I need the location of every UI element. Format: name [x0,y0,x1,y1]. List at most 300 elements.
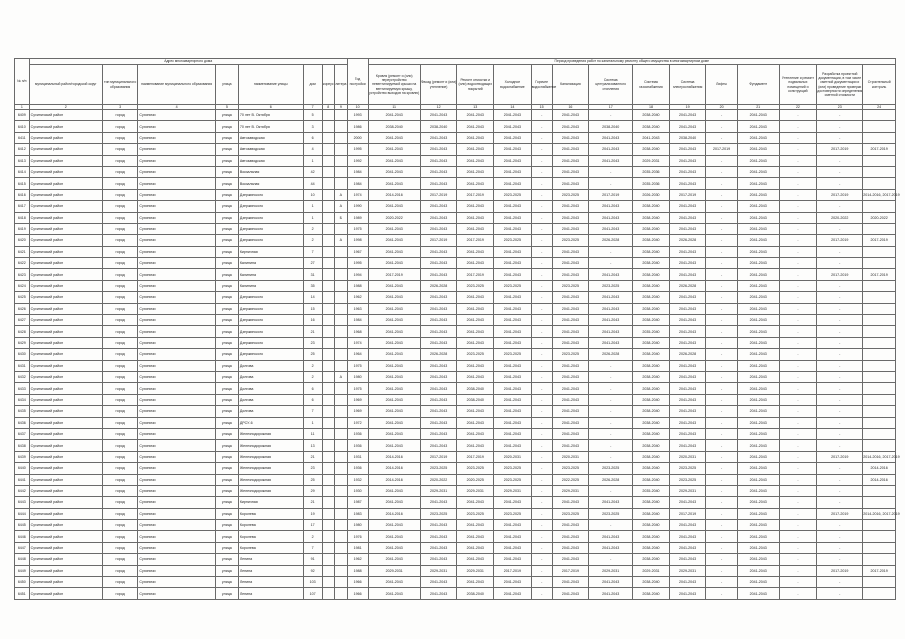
table-cell: 2041-2043 [420,166,457,177]
table-cell: улица [215,189,238,200]
table-cell [335,508,348,519]
table-cell: 2020-2022 [420,474,457,485]
table-cell: 2041-2043 [494,554,532,565]
table-cell: улица [215,497,238,508]
table-cell: 2041-2043 [368,497,420,508]
table-cell: Сухиничский район [29,337,102,348]
table-row [15,337,896,348]
table-cell [863,280,896,291]
table-cell: 2038-2040 [633,144,670,155]
table-cell: - [706,542,737,553]
table-cell: 1963 [347,303,368,314]
table-cell: - [531,417,552,428]
table-cell: улица [215,337,238,348]
table-cell: улица [215,223,238,234]
table-cell: город [102,326,138,337]
table-cell: Сухиничский район [29,565,102,576]
table-cell: 2038-2040 [633,383,670,394]
table-cell [335,485,348,496]
table-cell: 2041-2043 [737,531,779,542]
table-cell: 2041-2043 [552,440,589,451]
table-cell: - [589,428,633,439]
table-cell: Сухиничи [138,371,215,382]
table-cell: 2041-2043 [669,212,706,223]
table-cell: Сухиничи [138,440,215,451]
table-cell: 2041-2043 [494,144,532,155]
table-cell [335,269,348,280]
table-cell: Сухиничский район [29,280,102,291]
col-index: 17 [589,105,633,110]
table-cell: Сухиничский район [29,258,102,269]
table-cell: 2041-2043 [669,144,706,155]
table-cell: 2041-2043 [457,155,494,166]
table-cell: Дзержинского [238,212,303,223]
table-cell [322,349,335,360]
table-cell [863,178,896,189]
table-cell: Сухиничи [138,144,215,155]
table-cell: - [531,212,552,223]
table-cell: - [706,508,737,519]
table-cell: 2017-2019 [669,508,706,519]
table-cell: - [589,258,633,269]
table-cell [335,440,348,451]
table-cell [322,258,335,269]
table-cell: 2041-2043 [589,223,633,234]
table-cell: - [817,326,863,337]
table-cell [322,394,335,405]
table-cell: 2041-2043 [368,132,420,143]
table-cell: - [531,258,552,269]
table-cell: 6428 [15,326,30,337]
table-cell [335,326,348,337]
table-cell: - [531,474,552,485]
table-cell: 70 лет В. Октября [238,110,303,121]
table-cell: - [706,280,737,291]
table-cell: 2041-2043 [737,121,779,132]
table-cell: 2041-2043 [589,326,633,337]
table-cell: 6421 [15,246,30,257]
col-index: 1 [15,105,30,110]
table-cell: 2023-2025 [552,189,589,200]
table-cell: 6444 [15,508,30,519]
col-index: 15 [531,105,552,110]
table-cell [322,212,335,223]
period-group-header: Период проведения работ по капитальному ремонту общего имущества в многоквартирном доме [368,59,895,65]
table-row [15,360,896,371]
table-cell: - [531,485,552,496]
table-cell: 2 [303,360,322,371]
table-cell: А [335,235,348,246]
table-cell [335,463,348,474]
table-cell: улица [215,417,238,428]
table-cell: 6442 [15,485,30,496]
table-cell: 2017-2019 [457,235,494,246]
table-cell: 2023-2025 [552,280,589,291]
table-cell: 2026-2028 [669,349,706,360]
table-cell: 2041-2043 [552,292,589,303]
table-cell: 2041-2043 [589,577,633,588]
table-cell: 2041-2043 [669,178,706,189]
table-cell: город [102,292,138,303]
table-cell: Дзержинского [238,326,303,337]
table-cell: Сухиничский район [29,212,102,223]
table-cell [322,132,335,143]
table-cell: 2041-2043 [669,337,706,348]
table-cell [335,406,348,417]
table-cell: 2029-2031 [669,565,706,576]
table-cell: 6418 [15,212,30,223]
table-cell: город [102,497,138,508]
table-cell [863,258,896,269]
table-cell: 2041-2043 [368,554,420,565]
table-cell: 2041-2043 [420,542,457,553]
table-cell: 2041-2043 [494,246,532,257]
table-cell: 2041-2043 [669,440,706,451]
table-cell: 2017-2019 [368,269,420,280]
table-cell: 2020-2022 [863,212,896,223]
table-cell: 1981 [347,542,368,553]
table-cell: - [531,121,552,132]
table-cell: - [817,463,863,474]
table-cell: 2041-2043 [552,315,589,326]
table-cell: - [779,485,817,496]
table-cell: 2041-2043 [420,315,457,326]
table-cell: 2041-2043 [457,554,494,565]
col-index: 12 [420,105,457,110]
table-cell: 2038-2040 [589,121,633,132]
table-cell: 2023-2025 [420,508,457,519]
table-cell: 6 [303,383,322,394]
table-cell: - [706,577,737,588]
col-index: 16 [552,105,589,110]
table-cell: улица [215,258,238,269]
table-cell: - [779,349,817,360]
table-cell: 6441 [15,474,30,485]
table-cell: 1980 [347,520,368,531]
table-cell: 2041-2043 [589,315,633,326]
table-cell: - [779,144,817,155]
table-cell: - [589,394,633,405]
table-cell: 2041-2043 [420,144,457,155]
table-cell: - [779,178,817,189]
table-cell: Сухиничский район [29,371,102,382]
table-cell: 2041-2043 [368,577,420,588]
table-cell: - [706,417,737,428]
table-cell: - [779,303,817,314]
table-cell: 2014-2016 [863,474,896,485]
table-cell: улица [215,110,238,121]
table-cell: 2041-2043 [494,315,532,326]
table-cell: 1995 [347,258,368,269]
table-cell [335,121,348,132]
table-cell: Сухиничи [138,246,215,257]
table-cell: 1 [303,212,322,223]
table-cell: - [531,383,552,394]
col-index: 24 [863,105,896,110]
table-cell: улица [215,178,238,189]
col-index: 23 [817,105,863,110]
table-cell: 2041-2043 [494,406,532,417]
table-cell: 2041-2043 [457,132,494,143]
table-cell: 92 [303,565,322,576]
table-cell: 2038-2040 [633,258,670,269]
table-cell: 2017-2019 [863,144,896,155]
col-header: Год постройки [347,59,368,105]
table-cell [863,166,896,177]
table-cell: улица [215,542,238,553]
table-cell [322,451,335,462]
table-cell: 107 [303,588,322,599]
table-cell: 2041-2043 [737,132,779,143]
table-cell: - [706,337,737,348]
table-cell: город [102,508,138,519]
table-cell: 2041-2043 [494,497,532,508]
table-cell: 2041-2043 [457,246,494,257]
table-cell: 2014-2016 [368,463,420,474]
table-cell: улица [215,554,238,565]
table-cell: 2038-2040 [457,588,494,599]
table-cell: 6427 [15,315,30,326]
table-cell [863,132,896,143]
table-cell: город [102,406,138,417]
col-index: 18 [633,105,670,110]
table-cell: 2038-2040 [368,121,420,132]
table-cell: Сухиничский район [29,497,102,508]
table-cell: 2041-2043 [494,520,532,531]
table-cell: - [817,520,863,531]
table-cell: город [102,554,138,565]
col-index: 3 [102,105,138,110]
table-cell: 2041-2043 [494,394,532,405]
table-cell: 2041-2043 [494,178,532,189]
table-row [15,303,896,314]
table-row [15,144,896,155]
table-cell: улица [215,565,238,576]
table-cell: улица [215,315,238,326]
table-cell: Сухиничи [138,360,215,371]
table-cell: 6435 [15,406,30,417]
table-cell: 2014-2016 [368,508,420,519]
table-cell: 2038-2040 [633,110,670,121]
table-cell: 1931 [347,451,368,462]
table-cell [335,588,348,599]
table-cell: 2041-2043 [457,292,494,303]
table-cell: 2041-2043 [737,326,779,337]
table-cell: - [779,520,817,531]
table-cell: - [779,212,817,223]
table-cell: 2041-2043 [589,588,633,599]
table-cell [863,577,896,588]
table-cell: - [779,280,817,291]
table-row [15,440,896,451]
table-cell: 2041-2043 [589,337,633,348]
table-cell: 2029-2031 [669,485,706,496]
table-cell: - [817,394,863,405]
table-cell [322,292,335,303]
table-cell: 2041-2043 [420,212,457,223]
table-cell: 2041-2043 [420,246,457,257]
table-cell: 2017-2019 [863,235,896,246]
table-cell: - [706,440,737,451]
table-cell: 2023-2025 [494,189,532,200]
table-cell [335,303,348,314]
table-cell: 7 [303,406,322,417]
table-cell: 2 [303,531,322,542]
table-cell: - [531,428,552,439]
table-cell: 2023-2025 [552,463,589,474]
table-cell: 2020-2025 [457,474,494,485]
table-cell: Сухиничский район [29,463,102,474]
table-cell: Сухиничский район [29,485,102,496]
table-cell: - [706,166,737,177]
table-cell: - [706,463,737,474]
table-cell [335,155,348,166]
table-cell: 2041-2043 [589,542,633,553]
table-cell: 2023-2025 [589,463,633,474]
table-cell [322,588,335,599]
table-cell: 6432 [15,371,30,382]
table-cell: 2017-2019 [552,565,589,576]
table-cell: Кирпичная [238,246,303,257]
table-cell: 2041-2043 [737,269,779,280]
table-cell: - [589,110,633,121]
table-cell: 2041-2043 [368,428,420,439]
table-cell: 2041-2043 [457,371,494,382]
table-cell: 2041-2043 [669,223,706,234]
table-cell [863,337,896,348]
table-cell [335,565,348,576]
table-cell: 10 [303,189,322,200]
table-row [15,371,896,382]
table-cell: 44 [303,178,322,189]
table-cell: 2017-2019 [863,269,896,280]
col-index: 21 [737,105,779,110]
table-cell: 2023-2025 [494,349,532,360]
table-cell: 2041-2043 [368,246,420,257]
table-cell: 6447 [15,542,30,553]
table-cell: 2017-2019 [457,269,494,280]
table-cell: улица [215,531,238,542]
table-cell [322,440,335,451]
table-cell: - [779,463,817,474]
table-cell: 2041-2043 [589,292,633,303]
table-cell: 2041-2043 [737,417,779,428]
table-cell: 2041-2043 [368,258,420,269]
table-cell: - [779,132,817,143]
table-cell: улица [215,269,238,280]
table-cell: А [335,201,348,212]
table-cell: 2017-2019 [817,565,863,576]
col-header: Холодное водоснабжение [494,65,532,105]
table-cell: улица [215,349,238,360]
table-cell: - [706,394,737,405]
table-cell: город [102,451,138,462]
table-cell: - [589,178,633,189]
table-cell: 2041-2043 [494,588,532,599]
table-cell [335,110,348,121]
table-cell: улица [215,440,238,451]
table-cell [863,246,896,257]
table-cell [863,110,896,121]
table-cell: 2041-2043 [494,326,532,337]
table-cell: 2014-2016 [368,189,420,200]
table-cell: Сухиничи [138,235,215,246]
table-cell: 2029-2031 [633,155,670,166]
col-index: 4 [138,105,215,110]
table-cell: 6429 [15,337,30,348]
table-cell: 2041-2043 [420,406,457,417]
table-cell: 2041-2043 [368,155,420,166]
table-cell: Сухиничский район [29,166,102,177]
table-cell: улица [215,383,238,394]
table-cell: 1984 [347,315,368,326]
table-cell: - [531,565,552,576]
table-cell: Сухиничский район [29,588,102,599]
table-cell: 1994 [347,269,368,280]
table-cell: 2041-2043 [420,394,457,405]
table-cell: 2014-2016 [368,451,420,462]
table-cell: 2041-2043 [420,417,457,428]
table-cell: Сухиничский район [29,144,102,155]
table-cell [863,417,896,428]
table-cell: улица [215,201,238,212]
table-cell: 2041-2043 [494,428,532,439]
table-row [15,588,896,599]
table-cell: 2041-2043 [457,223,494,234]
table-cell: 2041-2043 [737,280,779,291]
table-cell: 2041-2043 [457,497,494,508]
table-cell: 2041-2043 [552,371,589,382]
table-cell: 2041-2043 [552,383,589,394]
table-cell: - [817,349,863,360]
table-cell: 16 [303,315,322,326]
table-cell: 1989 [347,212,368,223]
table-cell: Сухиничский район [29,417,102,428]
table-cell: 5 [303,110,322,121]
table-cell: 2029-2031 [457,485,494,496]
table-cell: 2038-2040 [633,577,670,588]
table-cell: 2041-2043 [669,360,706,371]
table-cell: - [779,166,817,177]
table-cell: Сухиничский район [29,542,102,553]
table-cell: город [102,383,138,394]
table-cell: 2038-2040 [633,554,670,565]
table-cell: Сухиничи [138,326,215,337]
table-cell: 2041-2043 [589,132,633,143]
table-cell: 2041-2043 [552,326,589,337]
table-cell [322,428,335,439]
col-index: 5 [215,105,238,110]
table-cell: - [779,383,817,394]
table-row [15,280,896,291]
table-cell: - [706,497,737,508]
table-cell: - [531,166,552,177]
table-cell: 6423 [15,269,30,280]
table-cell: 23 [303,337,322,348]
table-cell: - [779,440,817,451]
table-cell: 11 [303,428,322,439]
table-cell: 6448 [15,554,30,565]
table-cell: 2041-2043 [737,246,779,257]
table-cell: 2038-2040 [633,235,670,246]
table-cell: - [779,121,817,132]
table-cell: 2029-2031 [420,485,457,496]
table-cell: город [102,394,138,405]
table-cell: 2041-2043 [420,497,457,508]
table-cell: Железнодорожная [238,451,303,462]
table-cell: - [817,577,863,588]
table-cell: 2023-2025 [552,508,589,519]
